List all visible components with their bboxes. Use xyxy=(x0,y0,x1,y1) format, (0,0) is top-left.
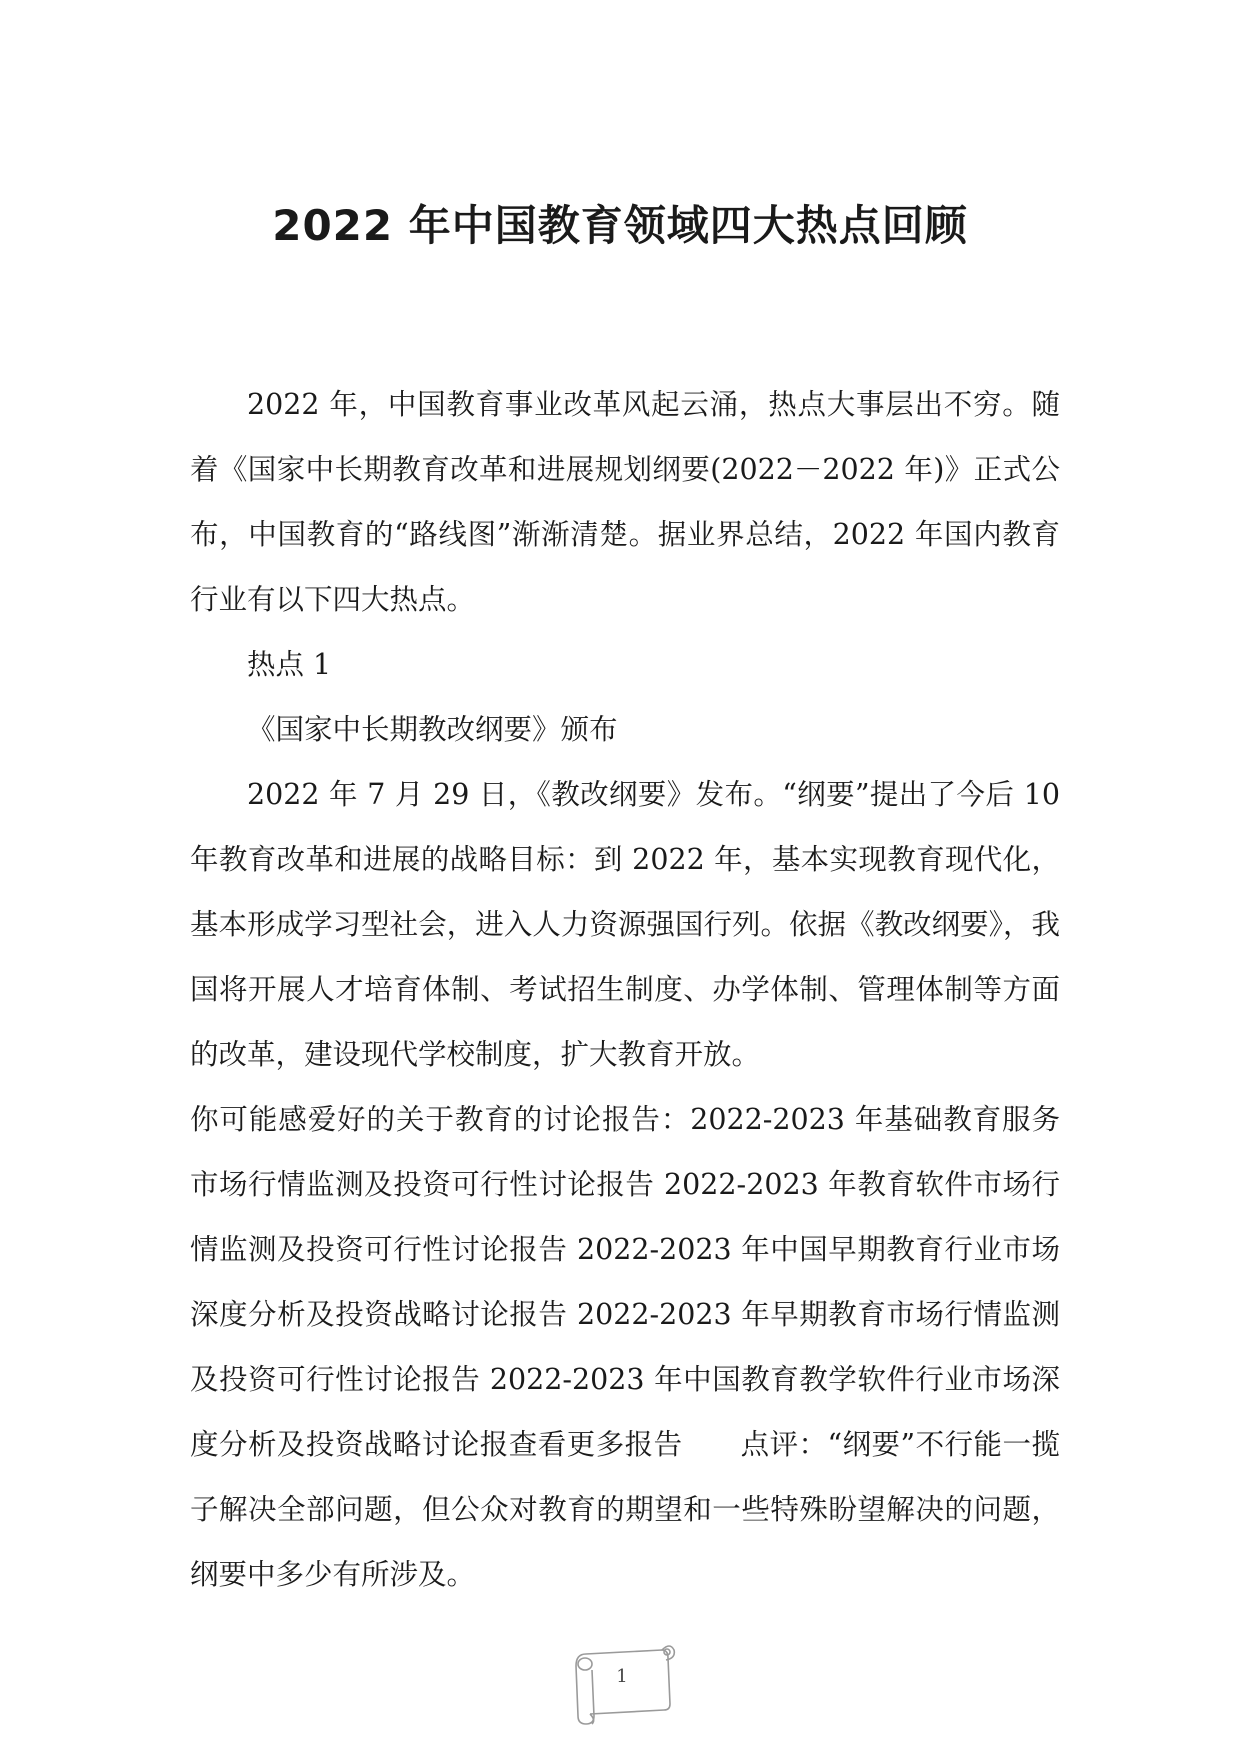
paragraph-intro: 2022 年，中国教育事业改革风起云涌，热点大事层出不穷。随着《国家中长期教育改革和进展规划纲要(2022－2022 年)》正式公布，中国教育的“路线图”渐渐清楚。据业界总结，2022 年国内教育行业有以下四大热点。 xyxy=(190,388,1060,616)
document-title: 2022 年中国教育领域四大热点回顾 xyxy=(272,201,968,250)
paragraph-hotspot-detail: 2022 年 7 月 29 日，《教改纲要》发布。“纲要”提出了今后 10 年教育改革和进展的战略目标：到 2022 年，基本实现教育现代化，基本形成学习型社会，进入人力资源强国行列。依据《教改纲要》，我国将开展人才培育体制、考试招生制度、办学体制、管理体制等方面的改革，建设现代学校制度，扩大教育开放。 xyxy=(190,778,1060,1071)
paragraph-related-reports: 你可能感爱好的关于教育的讨论报告：2022-2023 年基础教育服务市场行情监测及投资可行性讨论报告 2022-2023 年教育软件市场行情监测及投资可行性讨论报告 2022-2023 年中国早期教育行业市场深度分析及投资战略讨论报告 2022-2023 年早期教育市场行情监测及投资可行性讨论报告 2022-2023 年中国教育教学软件行业市场深度分析及投资战略讨论报查看更多报告 点评：“纲要”不行能一揽子解决全部问题，但公众对教育的期望和一些特殊盼望解决的问题，纲要中多少有所涉及。 xyxy=(190,1103,1060,1591)
page-number: 1 xyxy=(616,1666,628,1687)
paragraph-hotspot-heading: 《国家中长期教改纲要》颁布 xyxy=(247,713,618,746)
document-body xyxy=(190,372,1060,1607)
paragraph-hotspot-label: 热点 1 xyxy=(247,648,332,681)
page-footer xyxy=(566,1640,678,1726)
